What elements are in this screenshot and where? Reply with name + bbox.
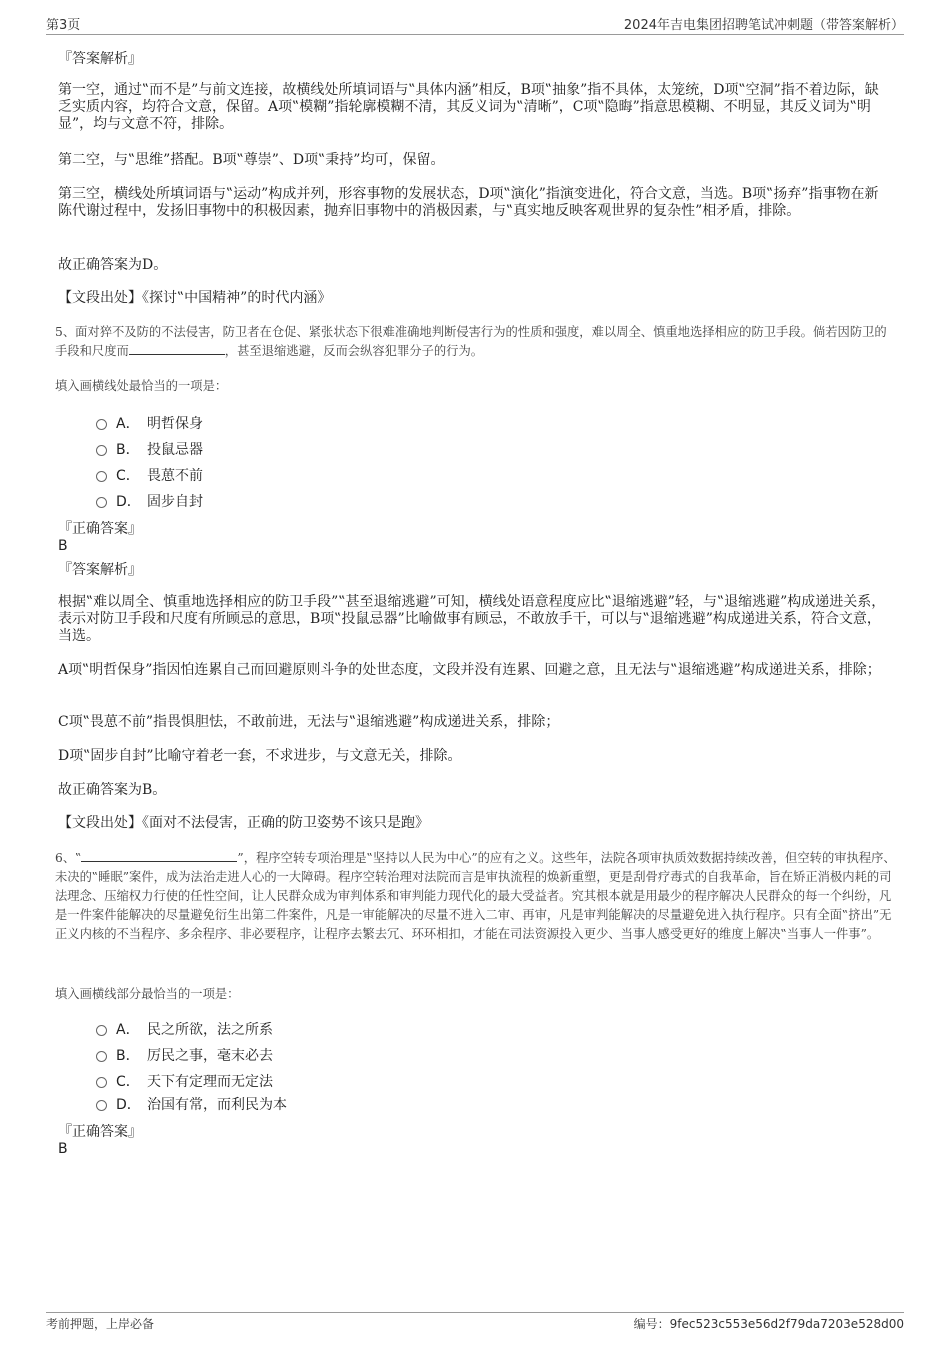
analysis-paragraph: C项‟畏葸不前”指畏惧胆怯，不敢前进，无法与‟退缩逃避”构成递进关系，排除；: [58, 714, 560, 730]
radio-button-icon[interactable]: [96, 1025, 107, 1036]
correct-answer-label: 『正确答案』: [58, 1124, 142, 1140]
correct-answer-label: 『正确答案』: [58, 521, 142, 537]
source-citation: 【文段出处】《面对不法侵害，正确的防卫姿势不该只是跑》: [58, 815, 429, 831]
answer-blank: [81, 849, 237, 862]
analysis-label: 『答案解析』: [58, 562, 142, 578]
analysis-paragraph: 第二空，与‟思维”搭配。B项‟尊崇”、D项‟秉持”均可，保留。: [58, 152, 445, 168]
analysis-paragraph: 第一空，通过‟而不是”与前文连接，故横线处所填词语与‟具体内涵”相反，B项‟抽象”指不具体，太笼统，D项‟空洞”指不着边际，缺乏实质内容，均符合文意，保留。A项‟模糊”指轮廓模糊不清，其反义词为‟清晰”，C项‟隐晦”指意思模糊、不明显，其反义词为‟明显”，均与文意不符，排除。: [58, 82, 879, 132]
radio-button-icon[interactable]: [96, 1100, 107, 1111]
radio-button-icon[interactable]: [96, 1051, 107, 1062]
question-6-prompt: 填入画横线部分最恰当的一项是：: [55, 987, 240, 1001]
question-5-option-d[interactable]: D． 固步自封: [96, 491, 203, 509]
question-6-option-c[interactable]: C． 天下有定理而无定法: [96, 1071, 273, 1089]
answer-blank: [129, 342, 225, 355]
page-footer: [46, 1312, 904, 1331]
page-number: 第3页: [46, 18, 81, 33]
question-5-prompt: 填入画横线处最恰当的一项是：: [55, 379, 228, 393]
question-5-text: 5、面对猝不及防的不法侵害，防卫者在仓促、紧张状态下很难准确地判断侵害行为的性质和强度，难以周全、慎重地选择相应的防卫手段。倘若因防卫的手段和尺度而 ，甚至退缩逃避，反而会纵容犯罪分子的行为。: [55, 325, 887, 358]
question-5-option-a[interactable]: A． 明哲保身: [96, 413, 203, 431]
radio-button-icon[interactable]: [96, 1077, 107, 1088]
analysis-paragraph: D项‟固步自封”比喻守着老一套，不求进步，与文意无关，排除。: [58, 748, 462, 764]
source-citation: 【文段出处】《探讨‟中国精神”的时代内涵》: [58, 290, 332, 306]
question-6-option-b[interactable]: B． 厉民之事，毫末必去: [96, 1045, 273, 1063]
page-header: [46, 14, 904, 35]
question-5-option-b[interactable]: B． 投鼠忌器: [96, 439, 203, 457]
analysis-paragraph: A项‟明哲保身”指因怕连累自己而回避原则斗争的处世态度，文段并没有连累、回避之意，且无法与‟退缩逃避”构成递进关系，排除；: [58, 662, 881, 678]
footer-slogan: 考前押题，上岸必备: [46, 1317, 155, 1331]
radio-button-icon[interactable]: [96, 497, 107, 508]
correct-answer-value: B: [58, 538, 68, 554]
correct-answer-statement: 故正确答案为B。: [58, 782, 167, 798]
radio-button-icon[interactable]: [96, 445, 107, 456]
document-code: 编号：9fec523c553e56d2f79da7203e528d00: [633, 1317, 904, 1331]
analysis-paragraph: 根据‟难以周全、慎重地选择相应的防卫手段”‟甚至退缩逃避”可知，横线处语意程度应比‟退缩逃避”轻，与‟退缩逃避”构成递进关系，表示对防卫手段和尺度有所顾忌的意思，B项‟投鼠忌器”比喻做事有顾忌，不敢放手干，可以与‟退缩逃避”构成递进关系，符合文意，当选。: [58, 594, 886, 644]
radio-button-icon[interactable]: [96, 419, 107, 430]
correct-answer-value: B: [58, 1141, 68, 1157]
question-6-option-d[interactable]: D． 治国有常，而利民为本: [96, 1094, 287, 1112]
question-5-option-c[interactable]: C． 畏葸不前: [96, 465, 203, 483]
analysis-label: 『答案解析』: [58, 51, 142, 67]
question-6-option-a[interactable]: A． 民之所欲，法之所系: [96, 1019, 273, 1037]
radio-button-icon[interactable]: [96, 471, 107, 482]
correct-answer-statement: 故正确答案为D。: [58, 257, 168, 273]
question-6-text: 6、‟ ”，程序空转专项治理是‟坚持以人民为中心”的应有之义。这些年，法院各项审执质效数据持续改善，但空转的审执程序、未决的‟睡眠”案件，成为法治走进人心的一大障碍。程序空转治理对法院而言是审执流程的焕新重塑，更是刮骨疗毒式的自我革命，旨在矫正消极内耗的司法理念、压缩权力行使的任性空间，让人民群众成为审判体系和审判能力现代化的最大受益者。究其根本就是用最少的程序解决人民群众的每一个纠纷，凡是一件案件能解决的尽量避免衍生出第二件案件，凡是一审能解决的尽量不进入二审、再审，凡是审判能解决的尽量避免进入执行程序。只有全面‟挤出”无正义内核的不当程序、多余程序、非必要程序，让程序去繁去冗、环环相扣，才能在司法资源投入更少、当事人感受更好的维度上解决‟当事人一件事”。: [55, 851, 896, 941]
document-title: 2024年吉电集团招聘笔试冲刺题（带答案解析）: [623, 18, 904, 33]
analysis-paragraph: 第三空，横线处所填词语与‟运动”构成并列，形容事物的发展状态，D项‟演化”指演变进化，符合文意，当选。B项‟扬弃”指事物在新陈代谢过程中，发扬旧事物中的积极因素，抛弃旧事物中的消极因素，与‟真实地反映客观世界的复杂性”相矛盾，排除。: [58, 186, 879, 219]
